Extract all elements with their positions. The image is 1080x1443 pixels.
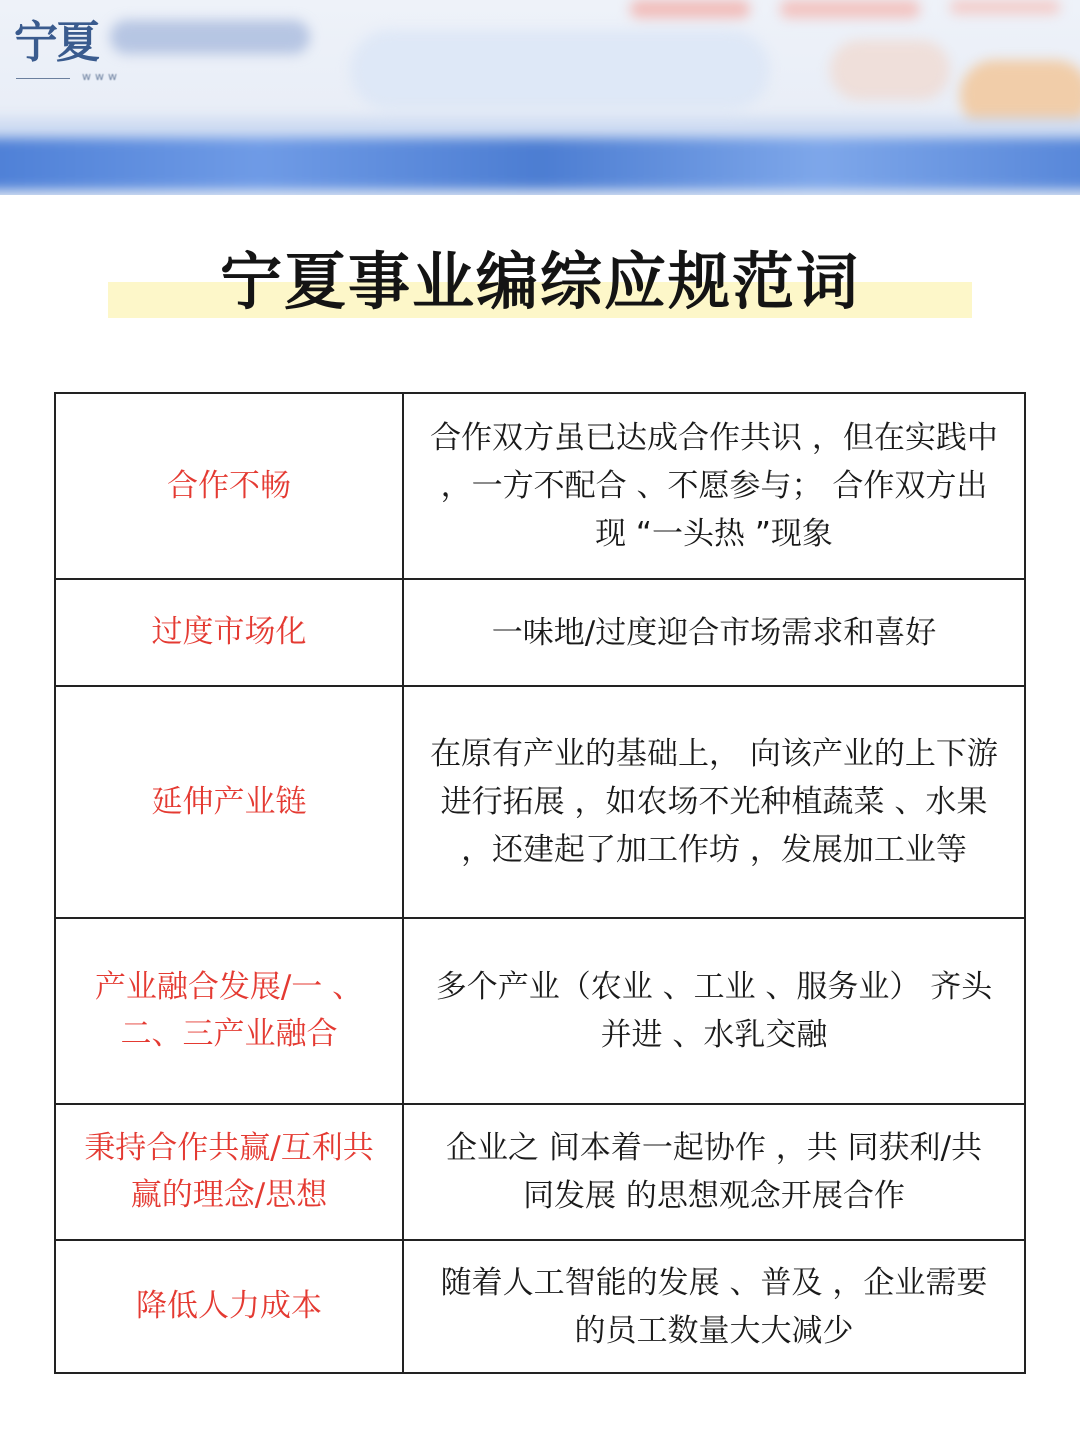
desc-text: 合作双方虽已达成合作共识 ，但在实践中 ，一方不配合 、不愿参与； 合作双方出现 “一头热 ”现象 (430, 420, 998, 552)
banner-web-text: www (82, 70, 121, 83)
table-row (56, 919, 1024, 1105)
logo-divider (16, 78, 70, 79)
term-cell (56, 919, 404, 1103)
desc-text: 随着人工智能的发展 、普及 ，企业需要的员工数量大大减少 (440, 1264, 988, 1349)
term-text: 合作不畅 (167, 467, 291, 504)
term-cell (56, 687, 404, 917)
banner-background (0, 0, 1080, 195)
desc-text: 多个产业（农业 、工业 、服务业） 齐头并进 、水乳交融 (435, 969, 993, 1053)
page-title: 宁夏事业编综应规范词 (219, 245, 860, 318)
term-cell (56, 394, 404, 578)
term-text: 秉持合作共赢/互利共赢的理念/思想 (84, 1130, 374, 1213)
term-text: 产业融合发展/一 、 二、三产业融合 (94, 969, 364, 1052)
term-text: 延伸产业链 (151, 783, 307, 820)
terms-table (54, 392, 1026, 1374)
term-text: 降低人力成本 (136, 1288, 322, 1324)
table-row (56, 1241, 1024, 1372)
desc-cell (404, 919, 1024, 1103)
table-row (56, 394, 1024, 580)
term-cell (56, 1105, 404, 1239)
table-row (56, 580, 1024, 687)
desc-text: 企业之 间本着一起协作 ，共 同获利/共 同发展 的思想观念开展合作 (445, 1130, 982, 1214)
desc-cell (404, 687, 1024, 917)
table-row (56, 687, 1024, 919)
term-text: 过度市场化 (151, 614, 307, 650)
term-cell (56, 580, 404, 685)
term-cell (56, 1241, 404, 1372)
desc-cell (404, 1241, 1024, 1372)
desc-text: 在原有产业的基础上， 向该产业的上下游进行拓展 ，如农场不光种植蔬菜 、水果 ，还建起了加工作坊 ，发展加工业等 (430, 736, 998, 868)
desc-cell (404, 394, 1024, 578)
banner-logo: 宁夏 (14, 17, 98, 68)
table-row (56, 1105, 1024, 1241)
desc-cell (404, 580, 1024, 685)
desc-cell (404, 1105, 1024, 1239)
header-banner (0, 0, 1080, 195)
desc-text: 一味地/过度迎合市场需求和喜好 (491, 614, 937, 651)
